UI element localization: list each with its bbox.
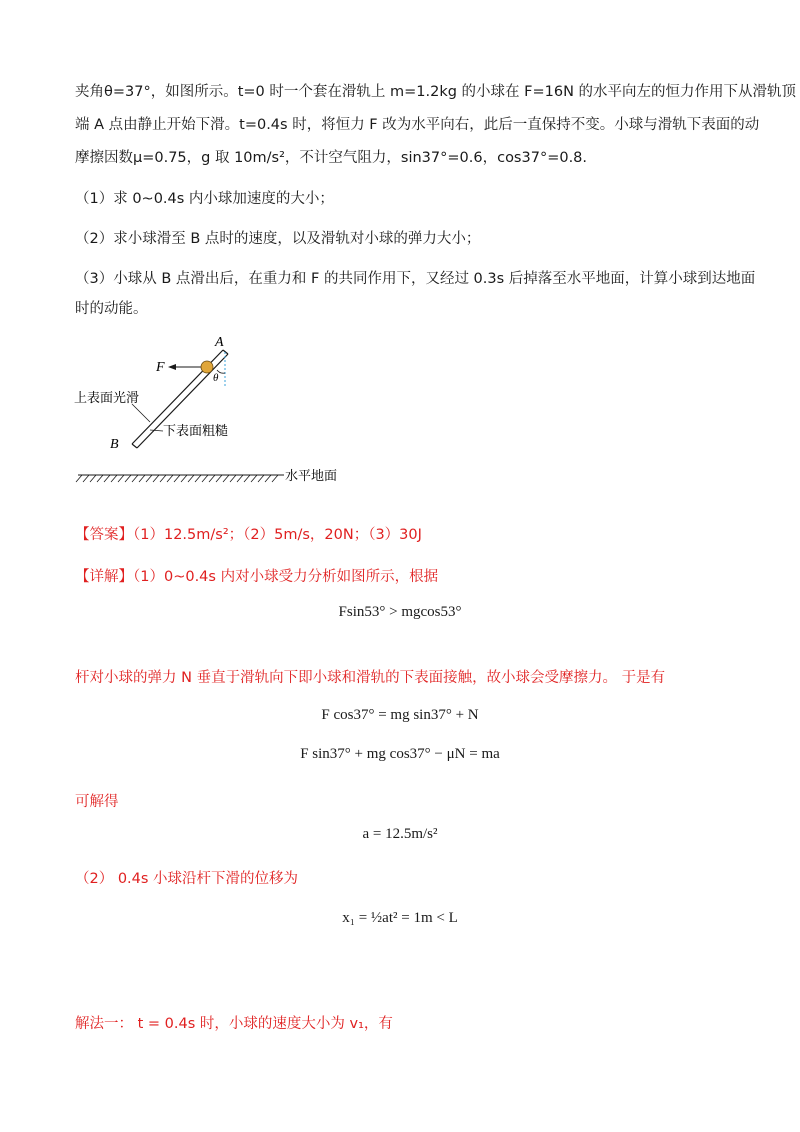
ground (76, 475, 284, 482)
problem-intro-line-1: 夹角θ=37°，如图所示。t=0 时一个套在滑轨上 m=1.2kg 的小球在 F=16N 的水平向左的恒力作用下从滑轨顶 (75, 84, 797, 100)
answer-text: （1）12.5m/s²；（2）5m/s，20N；（3）30J (133, 527, 422, 543)
label-top-surface: 上表面光滑 (74, 391, 140, 406)
solution-line-1 (75, 565, 438, 586)
incline-rail-figure (70, 330, 370, 490)
solution-text-1: （1）0~0.4s 内对小球受力分析如图所示，根据 (133, 569, 439, 585)
question-3-line-2: 时的动能。 (75, 301, 148, 317)
question-1: （1）求 0~0.4s 内小球加速度的大小； (75, 191, 334, 207)
solution-line-2: 杆对小球的弹力 N 垂直于滑轨向下即小球和滑轨的下表面接触，故小球会受摩擦力。 于是有 (75, 670, 666, 686)
solution-line-3: 可解得 (75, 794, 119, 810)
force-arrow (168, 364, 201, 370)
solution-line-5: 解法一： t = 0.4s 时，小球的速度大小为 v₁，有 (75, 1016, 393, 1032)
question-3-line-1: （3）小球从 B 点滑出后，在重力和 F 的共同作用下，又经过 0.3s 后掉落至水平地面，计算小球到达地面 (75, 271, 756, 287)
equation-4: a = 12.5m/s² (362, 826, 438, 842)
solution-tag: 【详解】 (75, 569, 133, 585)
problem-intro-line-3: 摩擦因数μ=0.75，g 取 10m/s²，不计空气阻力，sin37°=0.6，cos37°=0.8. (75, 150, 588, 166)
solution-line-4: （2） 0.4s 小球沿杆下滑的位移为 (75, 871, 299, 887)
label-theta: θ (213, 372, 219, 384)
equation-1: Fsin53° > mgcos53° (338, 604, 462, 620)
answer-tag: 【答案】 (75, 527, 133, 543)
question-2: （2）求小球滑至 B 点时的速度，以及滑轨对小球的弹力大小； (75, 231, 481, 247)
label-bottom-surface: 下表面粗糙 (163, 424, 229, 439)
label-a: A (215, 335, 224, 350)
label-b: B (110, 437, 119, 452)
problem-intro-line-2: 端 A 点由静止开始下滑。t=0.4s 时，将恒力 F 改为水平向右，此后一直保持不变。小球与滑轨下表面的动 (75, 117, 760, 133)
equation-3: F sin37° + mg cos37° − μN = ma (300, 746, 500, 762)
label-f: F (156, 360, 165, 375)
equation-5: x₁ = ½at² = 1m < L (342, 910, 458, 926)
ball (201, 361, 213, 373)
top-surface-leader (132, 404, 150, 422)
label-ground: 水平地面 (285, 469, 338, 484)
equation-2: F cos37° = mg sin37° + N (321, 707, 479, 723)
answer-line (75, 523, 422, 544)
bottom-surface-leader (150, 430, 163, 431)
